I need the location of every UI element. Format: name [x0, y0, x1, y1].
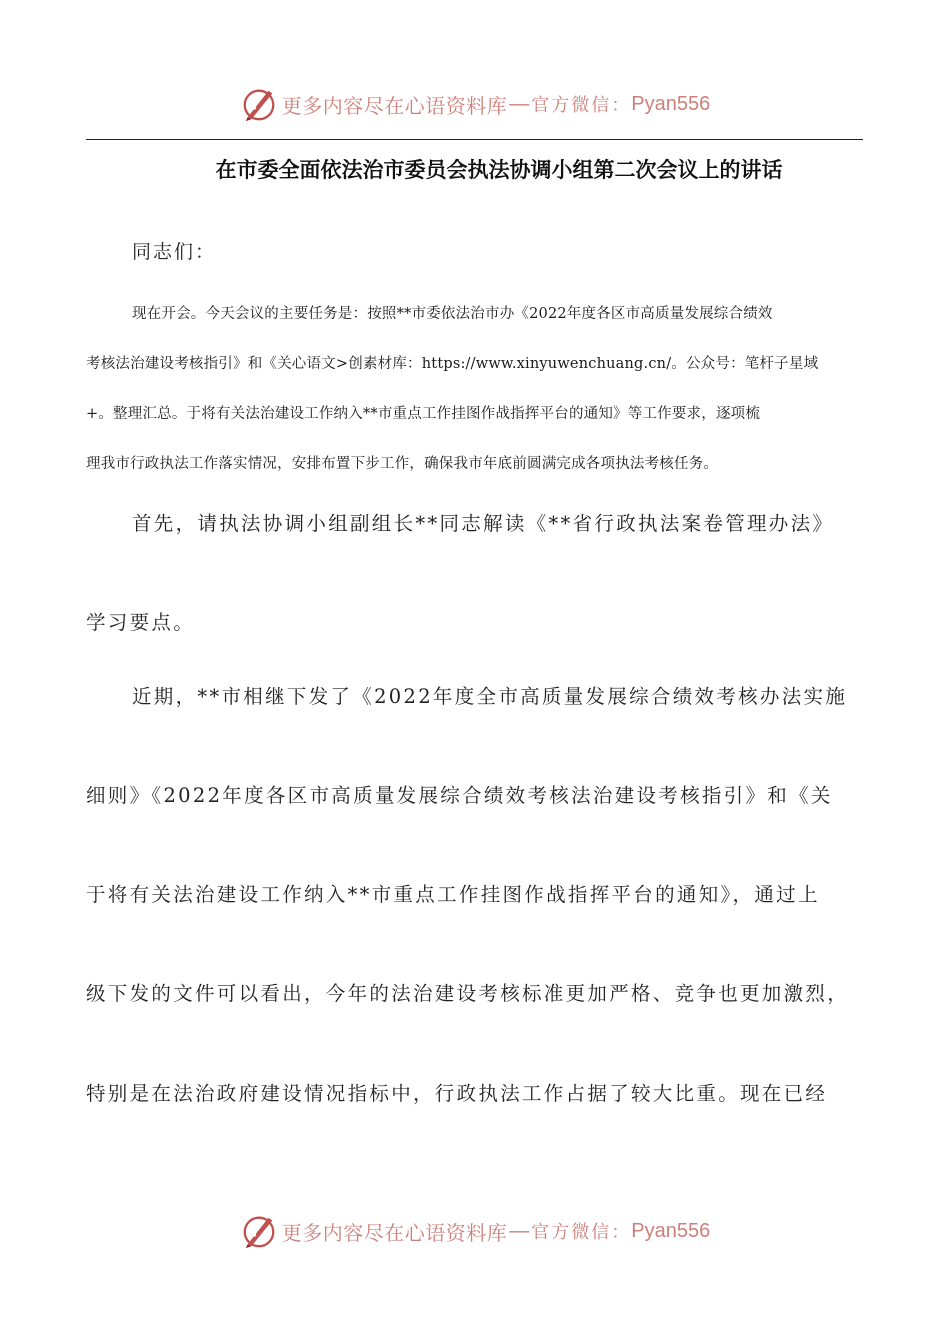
- pen-logo-icon: [240, 85, 278, 123]
- banner-separator: —: [509, 1219, 530, 1242]
- header-divider: [86, 139, 863, 140]
- intro-line: 理我市行政执法工作落实情况，安排布置下步工作，确保我市年底前圆满完成各项执法考核任务。: [86, 456, 719, 472]
- banner-wechat-id: Pyan556: [631, 92, 711, 115]
- footer-banner: [0, 1207, 950, 1255]
- banner-text: 更多内容尽在心语资料库: [281, 1220, 508, 1245]
- banner-separator: —: [509, 92, 530, 115]
- paragraph-line: 于将有关法治建设工作纳入**市重点工作挂图作战指挥平台的通知》，通过上: [86, 883, 820, 906]
- paragraph-line: 首先，请执法协调小组副组长**同志解读《**省行政执法案卷管理办法》: [132, 512, 835, 535]
- pen-logo-icon: [240, 1212, 278, 1250]
- header-banner: [0, 80, 950, 128]
- intro-line: 考核法治建设考核指引》和《关心语文>创素材库：https://www.xinyuwenchuang.cn/。公众号：笔杆子星域: [86, 356, 819, 372]
- paragraph-line: 近期，**市相继下发了《2022年度全市高质量发展综合绩效考核办法实施: [132, 685, 848, 708]
- banner-wechat-label: 官方微信：: [531, 95, 632, 116]
- banner-wechat-label: 官方微信：: [531, 1222, 632, 1243]
- banner-wechat-id: Pyan556: [631, 1219, 711, 1242]
- paragraph-line: 细则》《2022年度各区市高质量发展综合绩效考核法治建设考核指引》和《关: [86, 784, 833, 807]
- greeting: 同志们：: [132, 241, 217, 263]
- banner-text: 更多内容尽在心语资料库: [281, 93, 508, 118]
- paragraph-line: 特别是在法治政府建设情况指标中，行政执法工作占据了较大比重。现在已经: [86, 1082, 828, 1105]
- paragraph-line: 学习要点。: [86, 611, 196, 634]
- intro-line: 现在开会。今天会议的主要任务是：按照**市委依法治市办《2022年度各区市高质量发展综合绩效: [132, 306, 773, 322]
- document-title: 在市委全面依法治市委员会执法协调小组第二次会议上的讲话: [215, 158, 783, 182]
- intro-line: +。整理汇总。于将有关法治建设工作纳入**市重点工作挂图作战指挥平台的通知》等工作要求，逐项梳: [86, 406, 761, 422]
- paragraph-line: 级下发的文件可以看出，今年的法治建设考核标准更加严格、竞争也更加激烈，: [86, 982, 850, 1005]
